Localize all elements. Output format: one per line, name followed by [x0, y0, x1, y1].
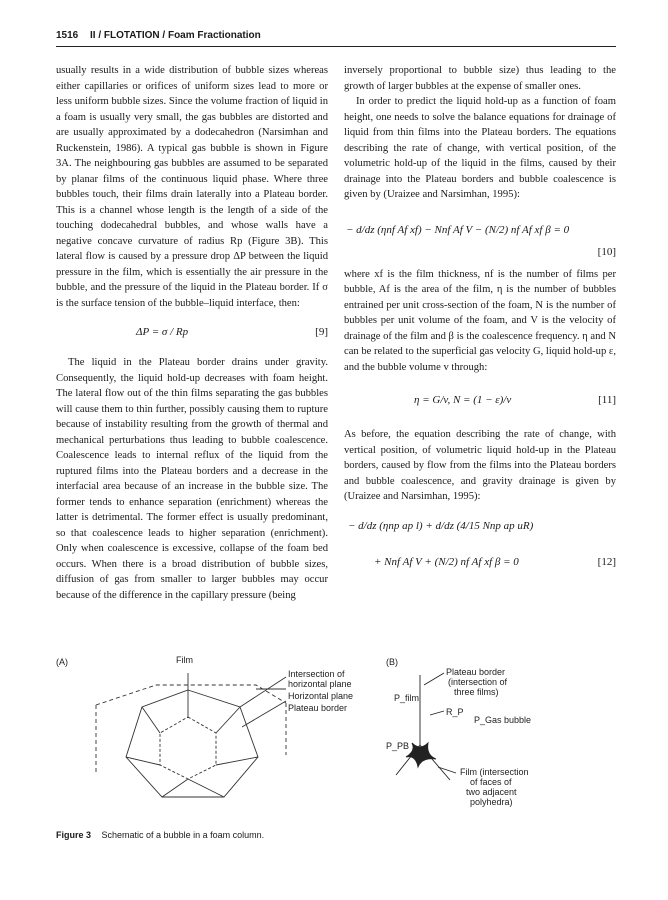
plateau-border-diagram — [396, 673, 456, 780]
right-column — [344, 63, 616, 579]
equation-9 — [56, 311, 328, 355]
panel-b-label: (B) — [386, 657, 398, 667]
panel-a-label: (A) — [56, 657, 68, 667]
p-film-label: P_film — [394, 693, 420, 703]
caption-text: Schematic of a bubble in a foam column. — [101, 830, 265, 840]
horizontal-plane-label: Horizontal plane — [288, 691, 354, 701]
film-intersection-label-3: two adjacent — [466, 787, 517, 797]
plateau-border-b-label-3: three films) — [454, 687, 499, 697]
plateau-border-label: Plateau border — [288, 703, 348, 713]
intersection-label: Intersection of — [288, 669, 345, 679]
paragraph: As before, the equation describing the rate of change, with vertical position, of volumetric liquid hold-up in the Plateau borders, caused by flow from the films into the Plateau borders and bubble coalescence, and gravity drainage is given by (Uraizee and Narsimhan, 1995): — [344, 429, 616, 502]
equation-body: η = G/v, N = (1 − ε)/v — [414, 394, 512, 406]
paragraph: where xf is the film thickness, nf is the number of films per bubble, Af is the area of the film, η is the number of bubbles entrained per unit cross-section of the foam, N is the number of bubbles per unit volume of the foam, and V is the velocity of drainage of the film and β is the coalescence frequency. η and N can be related to the superficial gas velocity G, liquid hold-up ε, and the bubble volume v through: — [344, 268, 616, 373]
equation-11 — [344, 375, 616, 427]
inner-face — [160, 717, 216, 779]
equation-number: [11] — [598, 394, 616, 406]
figure-3 — [56, 655, 616, 855]
paragraph: The liquid in the Plateau border drains under gravity. Consequently, the liquid hold-up decreases with foam height. The lateral flow out of the thin films separating the gas bubbles will cause them to thin further, possibly causing them to rupture because of instability resulting from the growth of thermal and mechanical perturbations thus leading to bubble coalescence. Coalescence leads to internal reflux of the liquid from the ruptured films into the Plateau borders and a decrease in the interfacial area because of an increase in the bubble size. The former tends to enhance separation (enrichment) whereas the latter is detrimental. The former effect is usually predominant, so that coalescence leads to higher separation (enrichment). Only when coalescence is excessive, collapse of the foam bed occurs. When there is a broad distribution of bubble sizes, diffusion of gas from smaller to larger bubbles may occur because of the difference in the capillary pressure (being — [56, 357, 328, 601]
horizontal-plane — [96, 685, 286, 705]
film-intersection-label-4: polyhedra) — [470, 797, 513, 807]
equation-number: [12] — [597, 555, 616, 568]
equation-10 — [344, 203, 616, 267]
equation-12 — [344, 505, 616, 579]
equation-body: ΔP = σ / Rp — [136, 326, 189, 338]
plateau-border-region — [406, 743, 436, 767]
equation-body-line2: + Nnf Af V + (N/2) nf Af xf β = 0 — [374, 555, 519, 568]
equation-number: [9] — [315, 326, 328, 338]
plateau-border-b-label-2: (intersection of — [448, 677, 508, 687]
page-header — [56, 30, 616, 46]
figure-caption — [56, 830, 264, 840]
equation-body: − d/dz (ηnf Af xf) − Nnf Af V − (N/2) nf Af xf β = 0 — [346, 223, 570, 236]
paragraph: usually results in a wide distribution of bubble sizes whereas either capillaries or orifices of uniform sizes lead to more or less uniform bubble sizes. Since the volume fraction of liquid in a foam is usually very small, the gas bubbles are distorted and are usually approximated by a dodecahedron (Narsimhan and Ruckenstein, 1986). A typical gas bubble is shown in Figure 3A. The neighbouring gas bubbles are assumed to be separated by planar films of the continuous liquid phase. Where three bubbles touch, their films drain laterally into a Plateau border. This is a channel whose length is the length of a side of the touching dodecahedral bubbles, and whose walls have a negative concave curvature of radius Rp (Figure 3B). This lateral flow is caused by a pressure drop ΔP between the liquid pressure in the film, which is essentially the air pressure in the bubble, and the pressure of the liquid in the Plateau border. If σ is the surface tension of the bubble–liquid interface, then: — [56, 65, 328, 309]
p-pb-label: P_PB — [386, 741, 410, 751]
intersection-label-2: horizontal plane — [288, 679, 352, 689]
header-rule — [56, 46, 616, 47]
left-column — [56, 63, 328, 603]
p-gas-bubble-label: P_Gas bubble — [474, 715, 532, 725]
running-title: II / FLOTATION / Foam Fractionation — [90, 30, 261, 41]
caption-label: Figure 3 — [56, 830, 92, 840]
equation-number: [10] — [597, 245, 616, 258]
film-intersection-label: Film (intersection — [460, 767, 529, 777]
page-number: 1516 — [56, 30, 79, 41]
rp-label: R_P — [446, 707, 464, 717]
film-intersection-label-2: of faces of — [470, 777, 512, 787]
paragraph: inversely proportional to bubble size) thus leading to the growth of larger bubbles at the expense of smaller ones. — [344, 65, 616, 92]
equation-body-line1: − d/dz (ηnp ap l) + d/dz (4/15 Nnp ap uR) — [348, 519, 534, 532]
film-label: Film — [176, 655, 193, 665]
dodecahedron-diagram — [96, 673, 286, 797]
plateau-border-b-label: Plateau border — [446, 667, 506, 677]
paragraph: In order to predict the liquid hold-up as a function of foam height, one needs to solve the balance equations for drainage of liquid from thin films into the Plateau borders. The equations describing the rate of change, with vertical position, of the volumetric hold-up of the liquid in the films, caused by their drainage into the Plateau borders and bubble coalescence is given by (Uraizee and Narsimhan, 1995): — [344, 96, 616, 200]
